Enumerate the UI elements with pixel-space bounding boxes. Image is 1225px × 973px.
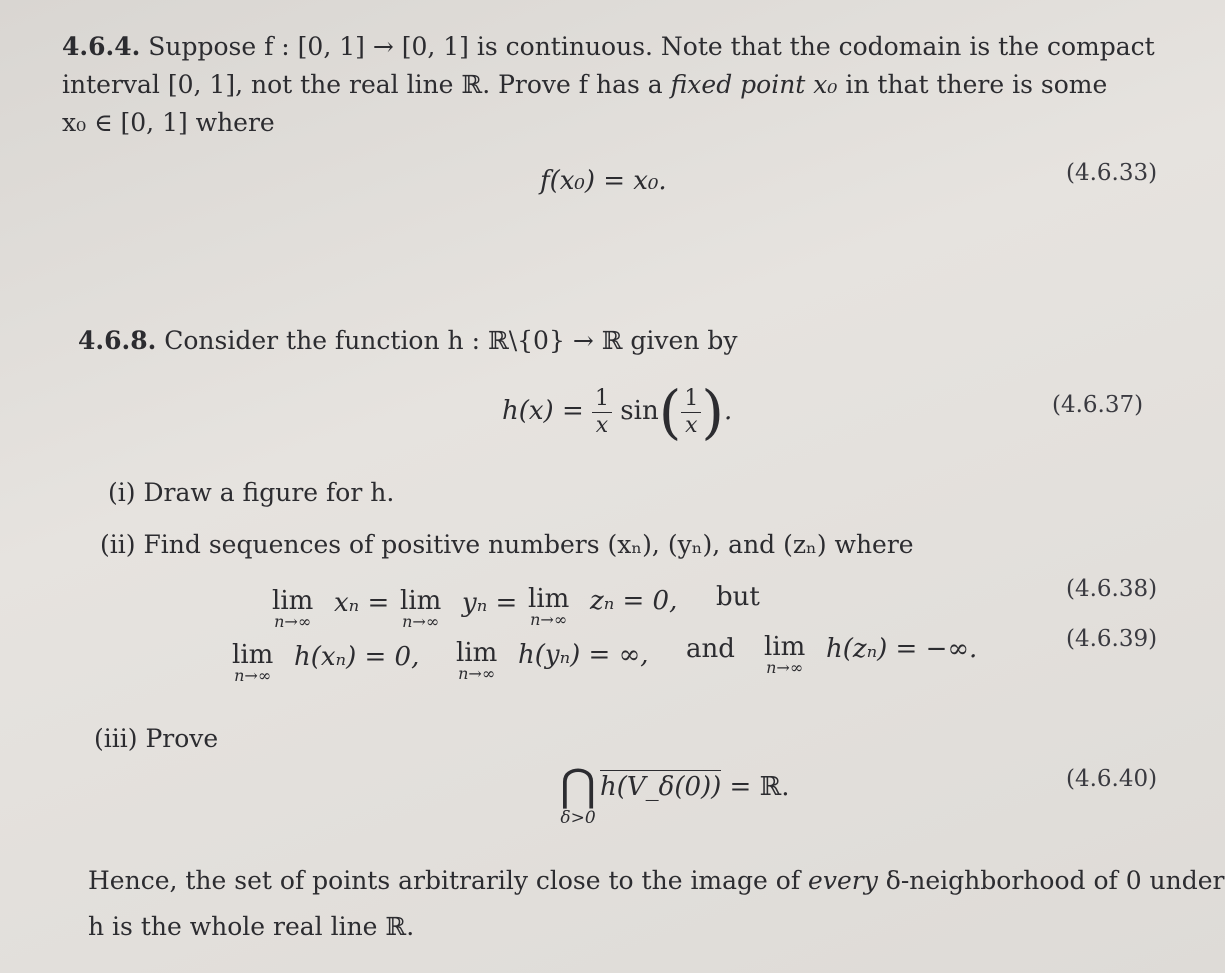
lim-text: lim xyxy=(764,632,806,662)
equation-4-6-37 xyxy=(502,378,732,446)
emphasis-text: every xyxy=(808,866,878,895)
sin-function: sin xyxy=(620,396,659,426)
lim-subscript: n→∞ xyxy=(766,658,804,677)
limit-operator xyxy=(528,584,569,629)
lim-subscript: n→∞ xyxy=(274,612,312,631)
limit-operator xyxy=(272,586,313,631)
item-ii: (ii) Find sequences of positive numbers (xₙ), (yₙ), and (zₙ) where xyxy=(100,530,914,559)
problem-label-4-6-4: 4.6.4. xyxy=(62,32,141,61)
limit-operator xyxy=(232,640,273,685)
emphasis-text: fixed point x₀ xyxy=(670,70,838,99)
fraction-denominator: x xyxy=(685,412,698,438)
lim-subscript: n→∞ xyxy=(458,664,496,683)
equation-number-4-6-40: (4.6.40) xyxy=(1066,766,1158,792)
limit-zn: zₙ = 0, xyxy=(590,586,678,616)
problem-text: in that there is some xyxy=(837,70,1108,99)
limit-h-xn: h(xₙ) = 0, xyxy=(294,642,420,672)
closure-overline: h(V_δ(0)) xyxy=(600,772,722,802)
lim-text: lim xyxy=(400,586,442,616)
lim-text: lim xyxy=(272,586,314,616)
lim-text: lim xyxy=(528,584,570,614)
lim-subscript: n→∞ xyxy=(234,666,272,685)
lim-text: lim xyxy=(232,640,274,670)
equation-number-4-6-37: (4.6.37) xyxy=(1052,392,1144,418)
limit-operator xyxy=(764,632,805,677)
equation-lhs: h(x) = xyxy=(502,396,584,426)
cap-subscript: δ>0 xyxy=(560,808,596,828)
problem-4-6-4-line-2 xyxy=(62,70,1107,100)
problem-text: Suppose f : [0, 1] → [0, 1] is continuous. Note that the codomain is the compact xyxy=(140,32,1155,61)
fraction-denominator: x xyxy=(595,412,609,438)
final-paragraph-line-1 xyxy=(88,866,1225,896)
problem-4-6-4-line-3: x₀ ∈ [0, 1] where xyxy=(62,108,275,137)
intersection-operator xyxy=(556,760,600,828)
left-paren: ( xyxy=(658,378,682,446)
word-but: but xyxy=(716,582,760,612)
final-paragraph-line-2: h is the whole real line ℝ. xyxy=(88,912,415,941)
equals-reals: = ℝ. xyxy=(721,772,790,802)
fraction-one-over-x xyxy=(592,386,612,439)
problem-label-4-6-8: 4.6.8. xyxy=(78,326,157,355)
fraction-numerator: 1 xyxy=(681,386,701,413)
limit-operator xyxy=(456,638,497,683)
lim-subscript: n→∞ xyxy=(402,612,440,631)
lim-text: lim xyxy=(456,638,498,668)
equation-number-4-6-38: (4.6.38) xyxy=(1066,576,1158,602)
big-cap-symbol: ⋂ xyxy=(559,760,597,811)
equation-4-6-33: f(x₀) = x₀. xyxy=(540,166,667,196)
fraction-numerator: 1 xyxy=(592,386,612,413)
fraction-one-over-x-inner xyxy=(681,386,701,439)
limit-operator xyxy=(400,586,441,631)
equation-number-4-6-39: (4.6.39) xyxy=(1066,626,1158,652)
word-and: and xyxy=(686,634,735,664)
lim-subscript: n→∞ xyxy=(530,610,568,629)
item-iii: (iii) Prove xyxy=(94,724,219,753)
limit-h-zn: h(zₙ) = −∞. xyxy=(826,634,978,664)
paragraph-text: δ-neighborhood of 0 under xyxy=(877,866,1225,895)
problem-text: Consider the function h : ℝ\{0} → ℝ given by xyxy=(156,326,738,355)
equation-period: . xyxy=(723,396,733,426)
item-i: (i) Draw a figure for h. xyxy=(108,478,395,507)
paragraph-text: Hence, the set of points arbitrarily close to the image of xyxy=(88,866,809,895)
problem-4-6-8-line-1 xyxy=(78,326,738,356)
problem-text: interval [0, 1], not the real line ℝ. Prove f has a xyxy=(62,70,671,99)
limit-h-yn: h(yₙ) = ∞, xyxy=(518,640,649,670)
equation-4-6-40 xyxy=(600,772,789,802)
equation-number-4-6-33: (4.6.33) xyxy=(1066,160,1158,186)
limit-yn: yₙ = xyxy=(462,588,518,618)
limit-xn: xₙ = xyxy=(334,588,390,618)
right-paren: ) xyxy=(701,378,724,446)
problem-4-6-4-line-1 xyxy=(62,32,1155,62)
